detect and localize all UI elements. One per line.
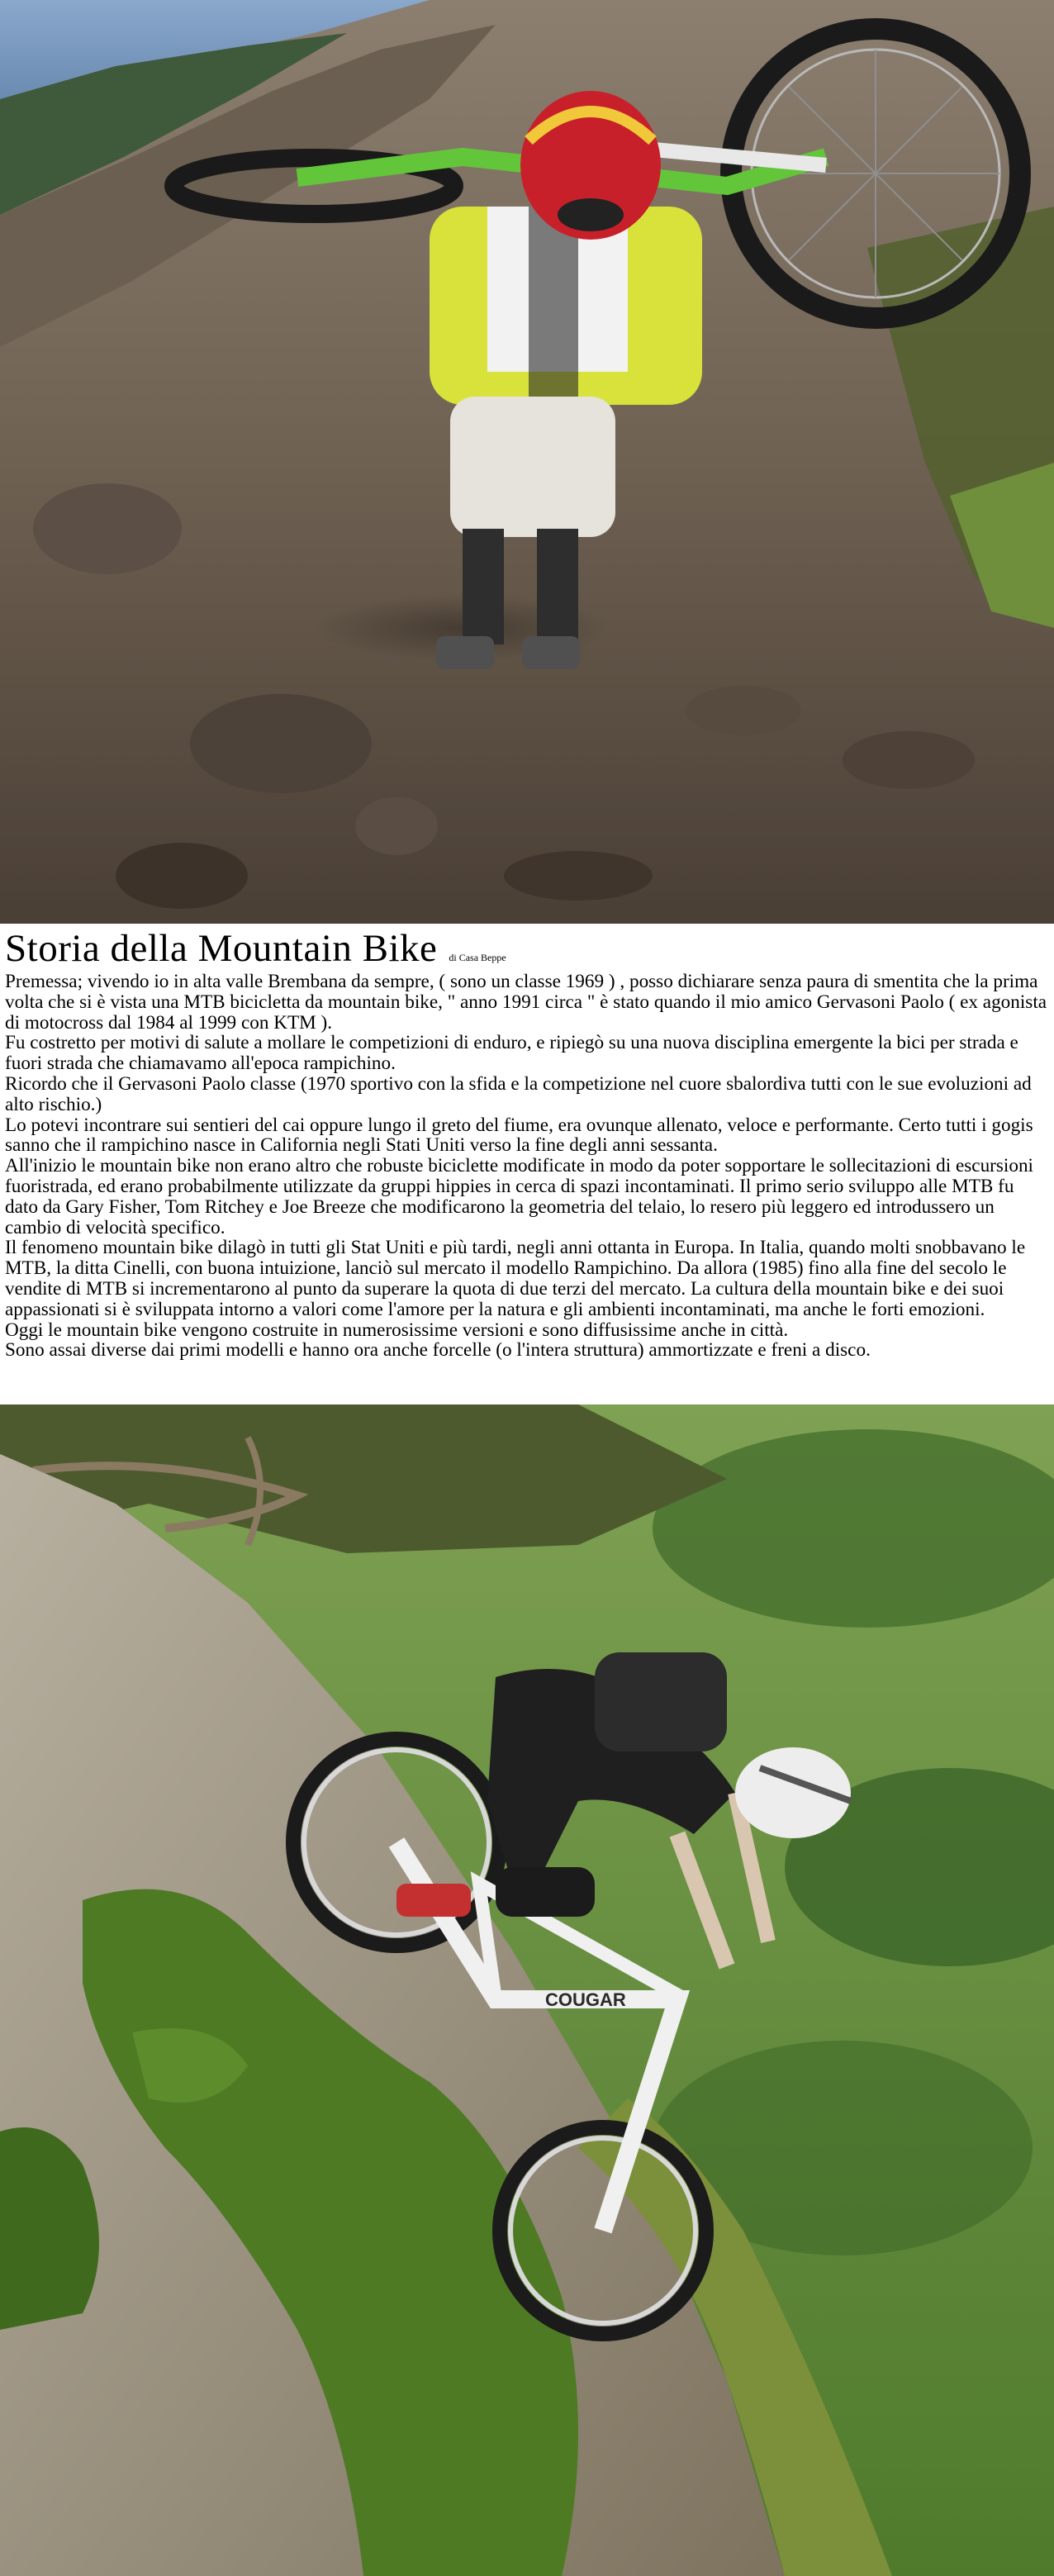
paragraph: Il fenomeno mountain bike dilagò in tutti gli Stat Uniti e più tardi, negli anni ottanta in Europa. In Italia, quando molti snobbavano le MTB, la ditta Cinelli, con buona intuizione, lanciò sul mercato il modello Rampichino. Da allora (1985) fino alla fine del secolo le vendite di MTB si incrementarono al punto da superare la quota di due terzi del mercato. La cultura della mountain bike e dei suoi appassionati si è sviluppata intorno a valori come l'amore per la natura e gli ambienti incontaminati, ma anche le forti emozioni. <box>5 1237 1026 1320</box>
paragraph: Sono assai diverse dai primi modelli e hanno ora anche forcelle (o l'intera struttura) ammortizzate e freni a disco. <box>5 1339 871 1362</box>
paragraph: Premessa; vivendo io in alta valle Brembana da sempre, ( sono un classe 1969 ) , posso dichiarare senza paura di smentita che la prima volta che si è vista una MTB bicicletta da mountain bike, " anno 1991 circa " è stato quando il mio amico Gervasoni Paolo ( ex agonista di motocross dal 1984 al 1999 con KTM ). <box>5 971 1047 1034</box>
photo-rider-descending-image <box>0 1404 1054 2576</box>
article <box>0 924 1054 1404</box>
photo-rider-carrying-bike <box>0 0 1054 924</box>
paragraph: Fu costretto per motivi di salute a mollare le competizioni di enduro, e ripiegò su una nuova disciplina emergente la bici per strada e fuori strada che chiamavamo all'epoca rampichino. <box>5 1032 1018 1075</box>
photo-rider-carrying-bike-image <box>0 0 1054 924</box>
paragraph: Lo potevi incontrare sui sentieri del cai oppure lungo il greto del fiume, era ovunque allenato, veloce e performante. Certo tutti i gogis sanno che il rampichino nasce in California negli Stati Uniti verso la fine degli anni sessanta. <box>5 1114 1033 1157</box>
title-row <box>5 927 1049 970</box>
article-title: Storia della Mountain Bike <box>5 927 438 970</box>
bike-frame-brand: COUGAR <box>545 1989 626 2010</box>
paragraph: Ricordo che il Gervasoni Paolo classe (1970 sportivo con la sfida e la competizione nel cuore sbalordiva tutti con le sue evoluzioni ad alto rischio.) <box>5 1072 1032 1115</box>
paragraph: All'inizio le mountain bike non erano altro che robuste biciclette modificate in modo da poter sopportare le sollecitazioni di escursioni fuoristrada, ed erano probabilmente utilizzate da gruppi hippies in cerca di spazi incontaminati. Il primo serio sviluppo alle MTB fu dato da Gary Fisher, Tom Ritchey e Joe Breeze che modificarono la geometria del telaio, lo resero più leggero ed introdussero un cambio di velocità specifico. <box>5 1155 1033 1238</box>
paragraph: Oggi le mountain bike vengono costruite in numerosissime versioni e sono diffusissime anche in città. <box>5 1319 789 1341</box>
article-body <box>5 972 1049 1361</box>
photo-rider-descending <box>0 1404 1054 2576</box>
article-byline: di Casa Beppe <box>449 952 506 963</box>
